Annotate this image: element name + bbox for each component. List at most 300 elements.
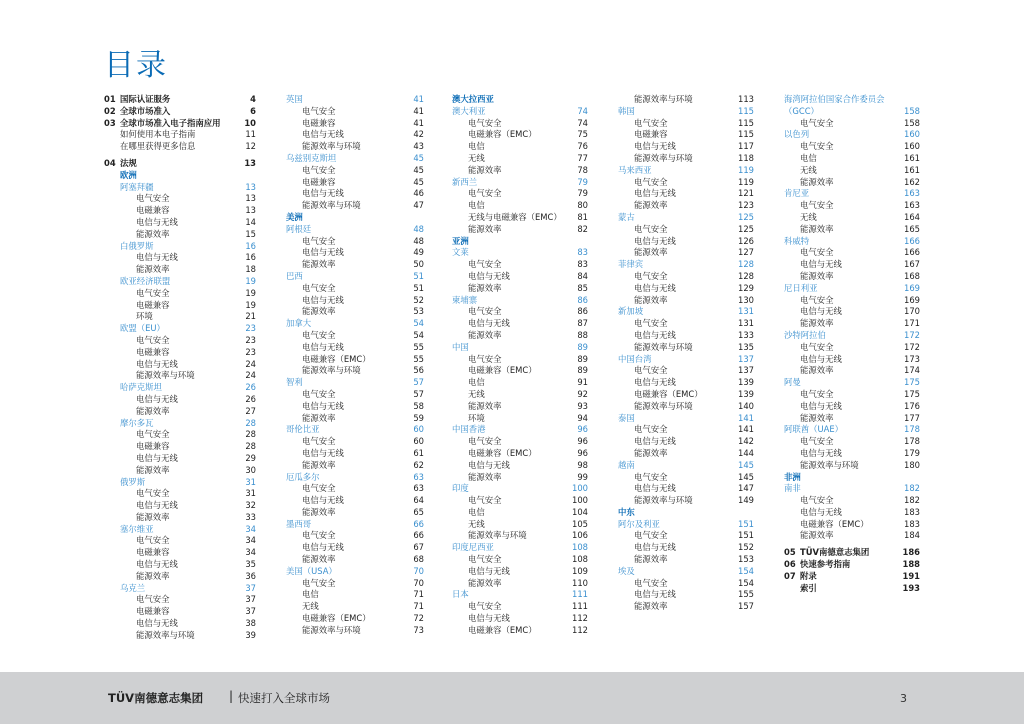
toc-entry-topic[interactable] <box>618 365 754 377</box>
toc-entry-topic[interactable] <box>104 512 256 524</box>
toc-entry-title: 电信与无线 <box>136 216 178 227</box>
toc-entry-country[interactable] <box>286 271 424 283</box>
toc-entry-country[interactable] <box>452 342 588 354</box>
toc-entry-topic[interactable] <box>104 205 256 217</box>
toc-page-number: 4 <box>250 94 256 104</box>
toc-entry-topic[interactable] <box>452 401 588 413</box>
toc-entry-topic[interactable] <box>618 589 754 601</box>
toc-entry-topic[interactable] <box>286 625 424 637</box>
toc-entry-topic[interactable] <box>452 365 588 377</box>
toc-entry-country[interactable] <box>784 283 920 295</box>
toc-entry-topic[interactable] <box>618 389 754 401</box>
toc-entry-topic[interactable] <box>618 94 754 106</box>
toc-entry-title: 中国台湾 <box>618 353 652 364</box>
toc-entry-topic[interactable] <box>104 311 256 323</box>
toc-entry-topic[interactable] <box>784 436 920 448</box>
toc-entry-topic[interactable] <box>618 436 754 448</box>
toc-entry-country[interactable] <box>104 276 256 288</box>
toc-entry-topic[interactable] <box>784 507 920 519</box>
toc-entry-topic[interactable] <box>104 594 256 606</box>
toc-page-number: 96 <box>577 424 588 435</box>
toc-entry-topic[interactable] <box>784 224 920 236</box>
toc-entry-title: 电气安全 <box>302 105 336 116</box>
toc-entry-region[interactable] <box>286 212 424 224</box>
toc-page-number: 172 <box>904 329 920 340</box>
toc-entry-topic[interactable] <box>286 141 424 153</box>
toc-entry-topic[interactable] <box>452 377 588 389</box>
toc-entry-topic[interactable] <box>784 212 920 224</box>
toc-entry-country[interactable] <box>618 460 754 472</box>
toc-entry-title: 能源效率与环境 <box>302 365 361 376</box>
toc-entry-topic[interactable] <box>286 165 424 177</box>
toc-entry-topic[interactable] <box>784 401 920 413</box>
toc-entry-topic[interactable] <box>618 330 754 342</box>
toc-page-number: 178 <box>904 424 920 435</box>
toc-entry-topic[interactable] <box>104 559 256 571</box>
toc-entry-topic[interactable] <box>104 571 256 583</box>
toc-page-number: 119 <box>738 164 754 175</box>
toc-entry-topic[interactable] <box>618 141 754 153</box>
toc-entry-title: 塞尔维亚 <box>120 523 154 534</box>
toc-entry-country[interactable] <box>286 153 424 165</box>
toc-entry-topic[interactable] <box>618 236 754 248</box>
toc-entry-top[interactable] <box>104 94 256 106</box>
toc-entry-topic[interactable] <box>618 530 754 542</box>
toc-entry-topic[interactable] <box>286 283 424 295</box>
toc-entry-country[interactable] <box>618 354 754 366</box>
toc-entry-title: 能源效率 <box>302 506 336 517</box>
toc-entry-topic[interactable] <box>104 252 256 264</box>
toc-entry-topic[interactable] <box>104 429 256 441</box>
toc-entry-topic[interactable] <box>286 542 424 554</box>
toc-entry-topic[interactable] <box>784 306 920 318</box>
toc-entry-topic[interactable] <box>784 318 920 330</box>
toc-entry-country[interactable] <box>618 306 754 318</box>
toc-entry-topic[interactable] <box>104 229 256 241</box>
toc-entry-topic[interactable] <box>104 394 256 406</box>
toc-entry-topic[interactable] <box>104 465 256 477</box>
toc-entry-topic[interactable] <box>618 448 754 460</box>
toc-page-number: 128 <box>738 270 754 281</box>
toc-entry-topic[interactable] <box>784 165 920 177</box>
brand-name: TÜV南德意志集团 <box>108 691 204 705</box>
toc-page-number: 111 <box>572 601 588 612</box>
toc-entry-title: 能源效率 <box>468 223 502 234</box>
toc-entry-country[interactable] <box>784 424 920 436</box>
toc-entry-topic[interactable] <box>452 530 588 542</box>
toc-page-number: 70 <box>413 565 424 576</box>
toc-entry-country[interactable] <box>286 566 424 578</box>
toc-entry-title: （GCC） <box>784 105 819 116</box>
toc-entry-topic[interactable] <box>452 554 588 566</box>
toc-entry-topic[interactable] <box>452 318 588 330</box>
toc-entry-topic[interactable] <box>618 578 754 590</box>
toc-entry-topic[interactable] <box>452 566 588 578</box>
toc-entry-topic[interactable] <box>286 118 424 130</box>
toc-entry-topic[interactable] <box>104 547 256 559</box>
toc-entry-topic[interactable] <box>784 342 920 354</box>
toc-entry-topic[interactable] <box>784 141 920 153</box>
toc-page-number: 23 <box>245 334 256 345</box>
toc-entry-title: 电信与无线 <box>302 542 344 553</box>
toc-entry-title: 电气安全 <box>468 601 502 612</box>
toc-page-number: 67 <box>413 542 424 553</box>
toc-entry-topic[interactable] <box>452 165 588 177</box>
toc-entry-title: 亚洲 <box>452 235 469 246</box>
toc-entry-topic[interactable] <box>104 300 256 312</box>
toc-page-number: 41 <box>413 94 424 104</box>
toc-entry-topic[interactable] <box>452 330 588 342</box>
toc-entry-topic[interactable] <box>452 519 588 531</box>
toc-entry-topic[interactable] <box>784 271 920 283</box>
toc-entry-topic[interactable] <box>104 264 256 276</box>
toc-entry-topic[interactable] <box>452 118 588 130</box>
toc-entry-topic[interactable] <box>618 247 754 259</box>
toc-entry-region[interactable] <box>618 507 754 519</box>
page-title: 目录 <box>104 48 168 83</box>
toc-page-number: 66 <box>413 518 424 529</box>
toc-entry-topic[interactable] <box>452 578 588 590</box>
toc-entry-topic[interactable] <box>104 630 256 642</box>
toc-entry-topic[interactable] <box>286 507 424 519</box>
toc-entry-topic[interactable] <box>104 406 256 418</box>
toc-entry-topic[interactable] <box>452 141 588 153</box>
toc-page-number: 45 <box>413 152 424 163</box>
toc-page-number: 161 <box>904 152 920 163</box>
toc-entry-country[interactable] <box>104 182 256 194</box>
toc-page-number: 72 <box>413 613 424 624</box>
toc-entry-topic[interactable] <box>618 118 754 130</box>
toc-entry-title: 能源效率 <box>136 405 170 416</box>
toc-entry-top[interactable] <box>784 547 920 559</box>
toc-entry-topic[interactable] <box>618 153 754 165</box>
toc-entry-topic[interactable] <box>286 495 424 507</box>
toc-entry-country[interactable] <box>104 382 256 394</box>
toc-page-number: 106 <box>572 530 588 541</box>
toc-entry-topic[interactable] <box>286 401 424 413</box>
toc-entry-topic[interactable] <box>104 359 256 371</box>
toc-entry-topic[interactable] <box>104 606 256 618</box>
toc-entry-sub[interactable] <box>104 141 256 153</box>
toc-entry-topic[interactable] <box>784 448 920 460</box>
toc-entry-country[interactable] <box>286 94 424 106</box>
toc-page-number: 135 <box>738 341 754 352</box>
toc-entry-topic[interactable] <box>618 224 754 236</box>
toc-entry-topic[interactable] <box>784 413 920 425</box>
toc-entry-topic[interactable] <box>784 519 920 531</box>
toc-entry-topic[interactable] <box>618 271 754 283</box>
toc-page-number: 183 <box>904 506 920 517</box>
toc-entry-country[interactable] <box>618 212 754 224</box>
toc-entry-topic[interactable] <box>618 401 754 413</box>
toc-entry-country[interactable] <box>452 542 588 554</box>
toc-entry-topic[interactable] <box>286 448 424 460</box>
toc-entry-topic[interactable] <box>618 377 754 389</box>
toc-page-number: 21 <box>245 311 256 322</box>
toc-entry-topic[interactable] <box>618 554 754 566</box>
toc-entry-country[interactable] <box>784 106 920 118</box>
toc-entry-topic[interactable] <box>286 236 424 248</box>
toc-entry-region[interactable] <box>452 94 588 106</box>
toc-entry-country[interactable] <box>452 247 588 259</box>
toc-page-number: 158 <box>904 105 920 116</box>
toc-entry-topic[interactable] <box>618 424 754 436</box>
toc-entry-topic[interactable] <box>286 601 424 613</box>
toc-entry-country[interactable] <box>104 477 256 489</box>
toc-entry-topic[interactable] <box>286 554 424 566</box>
toc-entry-topic[interactable] <box>784 177 920 189</box>
toc-entry-topic[interactable] <box>618 495 754 507</box>
toc-entry-topic[interactable] <box>104 500 256 512</box>
toc-entry-country[interactable] <box>618 106 754 118</box>
toc-entry-topic[interactable] <box>452 613 588 625</box>
toc-entry-topic[interactable] <box>784 365 920 377</box>
toc-entry-topic[interactable] <box>618 472 754 484</box>
toc-entry-country[interactable] <box>286 472 424 484</box>
toc-page-number: 188 <box>902 559 920 570</box>
toc-page-number: 77 <box>577 152 588 163</box>
toc-entry-top[interactable] <box>104 118 256 130</box>
toc-entry-title: 电信与无线 <box>302 188 344 199</box>
toc-entry-country[interactable] <box>452 424 588 436</box>
toc-page-number: 23 <box>245 323 256 334</box>
toc-page-number: 169 <box>904 282 920 293</box>
toc-entry-country[interactable] <box>784 330 920 342</box>
toc-page-number: 100 <box>572 495 588 506</box>
toc-entry-topic[interactable] <box>452 354 588 366</box>
toc-entry-topic[interactable] <box>286 530 424 542</box>
toc-entry-topic[interactable] <box>104 618 256 630</box>
toc-entry-topic[interactable] <box>618 601 754 613</box>
toc-page-number: 128 <box>738 259 754 270</box>
toc-section-number: 06 <box>784 559 796 570</box>
toc-entry-title: 阿塞拜疆 <box>120 181 154 192</box>
toc-entry-topic[interactable] <box>286 330 424 342</box>
toc-entry-title: 电气安全 <box>136 334 170 345</box>
toc-entry-topic[interactable] <box>104 488 256 500</box>
toc-entry-title: 墨西哥 <box>286 518 312 529</box>
toc-entry-country[interactable] <box>784 188 920 200</box>
toc-page-number: 87 <box>577 318 588 329</box>
toc-entry-topic[interactable] <box>104 453 256 465</box>
toc-entry-topic[interactable] <box>452 460 588 472</box>
toc-entry-topic[interactable] <box>286 306 424 318</box>
toc-entry-country[interactable] <box>104 241 256 253</box>
toc-entry-topic[interactable] <box>286 389 424 401</box>
toc-entry-country[interactable] <box>104 418 256 430</box>
toc-entry-country[interactable] <box>104 583 256 595</box>
toc-entry-country[interactable] <box>104 323 256 335</box>
toc-entry-topic[interactable] <box>104 335 256 347</box>
toc-page-number: 33 <box>245 511 256 522</box>
toc-entry-topic[interactable] <box>784 354 920 366</box>
toc-entry-title: 巴西 <box>286 270 303 281</box>
toc-entry-topic[interactable] <box>452 389 588 401</box>
toc-page-number: 175 <box>904 388 920 399</box>
toc-entry-region[interactable] <box>784 472 920 484</box>
toc-entry-topic[interactable] <box>784 153 920 165</box>
toc-entry-topic[interactable] <box>452 283 588 295</box>
toc-entry-topic[interactable] <box>286 342 424 354</box>
toc-entry-topic[interactable] <box>452 129 588 141</box>
toc-page-number: 43 <box>413 141 424 152</box>
toc-entry-region[interactable] <box>104 170 256 182</box>
toc-entry-topic[interactable] <box>286 188 424 200</box>
toc-entry-topic[interactable] <box>452 413 588 425</box>
toc-entry-title: 电气安全 <box>302 483 336 494</box>
toc-page-number: 162 <box>904 176 920 187</box>
toc-entry-topic[interactable] <box>784 530 920 542</box>
toc-entry-topic[interactable] <box>452 448 588 460</box>
toc-entry-country[interactable] <box>784 129 920 141</box>
toc-entry-topic[interactable] <box>618 342 754 354</box>
toc-page-number: 119 <box>738 176 754 187</box>
toc-entry-country[interactable] <box>618 413 754 425</box>
toc-entry-topic[interactable] <box>452 495 588 507</box>
toc-entry-country[interactable] <box>618 519 754 531</box>
toc-entry-title: 能源效率 <box>800 365 834 376</box>
toc-entry-topic[interactable] <box>784 200 920 212</box>
toc-page-number: 89 <box>577 341 588 352</box>
toc-entry-topic[interactable] <box>784 389 920 401</box>
toc-entry-country[interactable] <box>286 377 424 389</box>
toc-entry-country[interactable] <box>286 318 424 330</box>
toc-entry-topic[interactable] <box>452 224 588 236</box>
toc-entry-country[interactable] <box>784 483 920 495</box>
toc-entry-topic[interactable] <box>452 306 588 318</box>
toc-entry-topic[interactable] <box>104 347 256 359</box>
toc-entry-topic[interactable] <box>452 271 588 283</box>
toc-page-number: 39 <box>245 629 256 640</box>
toc-entry-top[interactable] <box>104 158 256 170</box>
toc-entry-topic[interactable] <box>618 542 754 554</box>
toc-entry-topic[interactable] <box>286 483 424 495</box>
toc-entry-country[interactable] <box>784 94 920 106</box>
toc-entry-topic[interactable] <box>784 259 920 271</box>
toc-entry-topic[interactable] <box>286 129 424 141</box>
toc-entry-topic[interactable] <box>452 472 588 484</box>
toc-page-number: 149 <box>738 495 754 506</box>
toc-entry-topic[interactable] <box>286 460 424 472</box>
toc-entry-topic[interactable] <box>618 200 754 212</box>
toc-entry-topic[interactable] <box>286 295 424 307</box>
toc-entry-topic[interactable] <box>452 259 588 271</box>
toc-entry-topic[interactable] <box>618 177 754 189</box>
toc-entry-country[interactable] <box>452 295 588 307</box>
toc-entry-topic[interactable] <box>286 613 424 625</box>
toc-entry-topic[interactable] <box>618 483 754 495</box>
toc-page-number: 89 <box>577 353 588 364</box>
toc-entry-topic[interactable] <box>104 217 256 229</box>
toc-entry-topic[interactable] <box>784 295 920 307</box>
toc-entry-topic[interactable] <box>104 288 256 300</box>
toc-page-number: 16 <box>245 240 256 251</box>
toc-entry-country[interactable] <box>104 524 256 536</box>
toc-entry-country[interactable] <box>452 106 588 118</box>
toc-entry-topic[interactable] <box>104 370 256 382</box>
toc-entry-sub[interactable] <box>104 129 256 141</box>
toc-entry-country[interactable] <box>784 236 920 248</box>
toc-entry-country[interactable] <box>452 589 588 601</box>
toc-entry-topic[interactable] <box>784 460 920 472</box>
toc-entry-title: 柬埔寨 <box>452 294 478 305</box>
toc-entry-top[interactable] <box>784 559 920 571</box>
toc-entry-country[interactable] <box>286 519 424 531</box>
toc-entry-topic[interactable] <box>286 106 424 118</box>
toc-entry-country[interactable] <box>784 377 920 389</box>
toc-entry-topic[interactable] <box>618 129 754 141</box>
toc-entry-top[interactable] <box>104 106 256 118</box>
toc-entry-topic[interactable] <box>286 589 424 601</box>
toc-entry-title: 电信与无线 <box>302 400 344 411</box>
toc-entry-title: 电信与无线 <box>302 341 344 352</box>
toc-entry-topic[interactable] <box>286 200 424 212</box>
toc-entry-title: 电气安全 <box>302 282 336 293</box>
toc-entry-topic[interactable] <box>286 259 424 271</box>
toc-entry-topic[interactable] <box>452 625 588 637</box>
toc-entry-title: 印度 <box>452 483 469 494</box>
toc-entry-topic[interactable] <box>286 436 424 448</box>
toc-entry-topic[interactable] <box>104 535 256 547</box>
toc-entry-title: 能源效率 <box>302 412 336 423</box>
toc-entry-topic[interactable] <box>618 188 754 200</box>
toc-entry-topic[interactable] <box>618 283 754 295</box>
toc-entry-top[interactable] <box>784 583 920 595</box>
toc-page-number: 51 <box>413 270 424 281</box>
toc-entry-topic[interactable] <box>452 601 588 613</box>
toc-entry-country[interactable] <box>452 177 588 189</box>
toc-page-number: 28 <box>245 417 256 428</box>
toc-entry-country[interactable] <box>286 424 424 436</box>
toc-page-number: 98 <box>577 459 588 470</box>
toc-entry-topic[interactable] <box>618 318 754 330</box>
toc-entry-topic[interactable] <box>452 153 588 165</box>
toc-entry-top[interactable] <box>784 571 920 583</box>
toc-entry-region[interactable] <box>452 236 588 248</box>
toc-entry-topic[interactable] <box>452 436 588 448</box>
toc-entry-topic[interactable] <box>286 247 424 259</box>
toc-page-number: 14 <box>245 216 256 227</box>
toc-entry-country[interactable] <box>618 165 754 177</box>
toc-entry-topic[interactable] <box>784 118 920 130</box>
toc-entry-topic[interactable] <box>784 495 920 507</box>
toc-entry-topic[interactable] <box>452 200 588 212</box>
toc-entry-topic[interactable] <box>286 354 424 366</box>
toc-entry-title: 电磁兼容（EMC） <box>468 447 537 458</box>
toc-page-number: 151 <box>738 518 754 529</box>
toc-entry-topic[interactable] <box>452 212 588 224</box>
toc-entry-topic[interactable] <box>286 365 424 377</box>
toc-entry-title: 电气安全 <box>468 306 502 317</box>
toc-page-number: 93 <box>577 400 588 411</box>
toc-entry-country[interactable] <box>286 224 424 236</box>
toc-page-number: 152 <box>738 542 754 553</box>
toc-entry-country[interactable] <box>618 259 754 271</box>
toc-entry-topic[interactable] <box>618 295 754 307</box>
toc-entry-country[interactable] <box>618 566 754 578</box>
toc-entry-topic[interactable] <box>452 507 588 519</box>
toc-entry-topic[interactable] <box>286 177 424 189</box>
toc-page-number: 34 <box>245 535 256 546</box>
toc-entry-topic[interactable] <box>784 247 920 259</box>
toc-entry-topic[interactable] <box>286 578 424 590</box>
toc-entry-topic[interactable] <box>104 441 256 453</box>
toc-entry-country[interactable] <box>452 483 588 495</box>
toc-page-number: 84 <box>577 270 588 281</box>
toc-entry-topic[interactable] <box>286 413 424 425</box>
toc-entry-topic[interactable] <box>452 188 588 200</box>
toc-entry-topic[interactable] <box>104 193 256 205</box>
